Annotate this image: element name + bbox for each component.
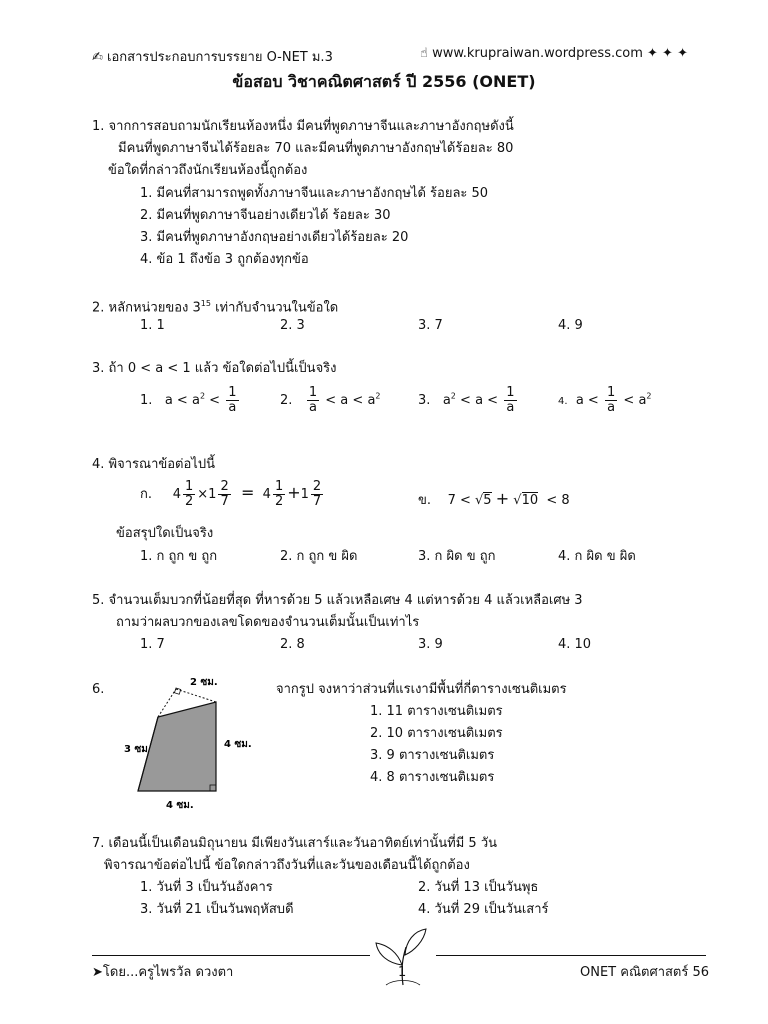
q1-choice-3: 3. มีคนที่พูดภาษาอังกฤษอย่างเดียวได้ร้อยละ 20 bbox=[140, 230, 409, 245]
q4-statement-kha: ข. 7 < √5 + √10 < 8 bbox=[418, 489, 570, 508]
pencil-icon: ✍ bbox=[92, 50, 103, 65]
q5-choice-4: 4. 10 bbox=[558, 637, 592, 652]
sqrt-icon: √ bbox=[513, 493, 522, 508]
q2-choice-4: 4. 9 bbox=[558, 318, 583, 333]
q1-line1: 1. จากการสอบถามนักเรียนห้องหนึ่ง มีคนที่พูดภาษาจีนและภาษาอังกฤษดังนี้ bbox=[92, 119, 514, 134]
q3-choice-4: 4. a < $\frac{1}{a}$ < $a^2$ bbox=[558, 385, 652, 415]
q4-statement-ka: ก. 4 $\frac{1}{2}$ ×1 $\frac{2}{7}$ = 4 $\frac{1}{2}$ +1 $\frac{2}{7}$ bbox=[140, 479, 322, 509]
q5-line2: ถามว่าผลบวกของเลขโดดของจำนวนเต็มนั้นเป็นเท่าไร bbox=[116, 615, 420, 630]
q6-number: 6. bbox=[92, 682, 105, 697]
q1-line2: มีคนที่พูดภาษาจีนได้ร้อยละ 70 และมีคนที่พูดภาษาอังกฤษได้ร้อยละ 80 bbox=[118, 141, 514, 156]
q4-choice-2: 2. ก ถูก ข ผิด bbox=[280, 549, 358, 564]
q6-label-top: 2 ซม. bbox=[190, 677, 218, 688]
header-left: ✍ เอกสารประกอบการบรรยาย O-NET ม.3 bbox=[92, 50, 333, 65]
q7-choice-1: 1. วันที่ 3 เป็นวันอังคาร bbox=[140, 880, 273, 895]
q5-line1: 5. จำนวนเต็มบวกที่น้อยที่สุด ที่หารด้วย 5 แล้วเหลือเศษ 4 แต่หารด้วย 4 แล้วเหลือเศษ 3 bbox=[92, 593, 583, 608]
q6-choice-3: 3. 9 ตารางเซนติเมตร bbox=[370, 748, 495, 763]
q2-stem: 2. หลักหน่วยของ $3^{15}$ เท่ากับจำนวนในข้อใด bbox=[92, 299, 339, 316]
q6-label-bottom: 4 ซม. bbox=[166, 800, 194, 811]
q4-stem: 4. พิจารณาข้อต่อไปนี้ bbox=[92, 457, 215, 472]
q6-label-left: 3 ซม bbox=[124, 744, 148, 755]
q6-right-angle-mark bbox=[174, 688, 180, 694]
q1-choice-2: 2. มีคนที่พูดภาษาจีนอย่างเดียวได้ ร้อยละ 30 bbox=[140, 208, 391, 223]
q5-choice-2: 2. 8 bbox=[280, 637, 305, 652]
q5-choice-1: 1. 7 bbox=[140, 637, 165, 652]
q2-choice-1: 1. 1 bbox=[140, 318, 165, 333]
header-right: ☝ www.krupraiwan.wordpress.com ✦ ✦ ✦ bbox=[420, 46, 688, 61]
q6-dashed-edge bbox=[176, 689, 216, 702]
q6-label-right: 4 ซม. bbox=[224, 739, 252, 750]
q6-choice-4: 4. 8 ตารางเซนติเมตร bbox=[370, 770, 495, 785]
q3-choice-2: 2. $\frac{1}{a}$ < $a < a^2$ bbox=[280, 385, 381, 415]
page-number: 1 bbox=[398, 965, 407, 980]
q7-choice-3: 3. วันที่ 21 เป็นวันพฤหัสบดี bbox=[140, 902, 294, 917]
footer-rule-right bbox=[436, 955, 706, 956]
q4-conclusion: ข้อสรุปใดเป็นจริง bbox=[116, 526, 214, 541]
q6-figure bbox=[110, 672, 280, 812]
q1-choice-4: 4. ข้อ 1 ถึงข้อ 3 ถูกต้องทุกข้อ bbox=[140, 252, 309, 267]
q3-choice-1: 1. $a < a^2$ < $\frac{1}{a}$ bbox=[140, 385, 237, 415]
footer-author: ➤โดย...ครูไพรวัล ดวงตา bbox=[92, 965, 234, 980]
q2-choice-2: 2. 3 bbox=[280, 318, 305, 333]
footer-rule-left bbox=[92, 955, 370, 956]
sparkle-icon: ✦ ✦ ✦ bbox=[647, 46, 688, 61]
q4-choice-4: 4. ก ผิด ข ผิด bbox=[558, 549, 636, 564]
q1-choice-1: 1. มีคนที่สามารถพูดทั้งภาษาจีนและภาษาอังกฤษได้ ร้อยละ 50 bbox=[140, 186, 489, 201]
q6-choice-2: 2. 10 ตารางเซนติเมตร bbox=[370, 726, 503, 741]
q6-choice-1: 1. 11 ตารางเซนติเมตร bbox=[370, 704, 503, 719]
q2-choice-3: 3. 7 bbox=[418, 318, 443, 333]
page-title: ข้อสอบ วิชาคณิตศาสตร์ ปี 2556 (ONET) bbox=[232, 72, 536, 91]
hand-pointer-icon: ☝ bbox=[420, 46, 428, 61]
q7-choice-2: 2. วันที่ 13 เป็นวันพุธ bbox=[418, 880, 539, 895]
q5-choice-3: 3. 9 bbox=[418, 637, 443, 652]
q4-choice-3: 3. ก ผิด ข ถูก bbox=[418, 549, 496, 564]
arrow-right-icon: ➤ bbox=[92, 965, 103, 980]
q3-stem: 3. ถ้า 0 < a < 1 แล้ว ข้อใดต่อไปนี้เป็นจริง bbox=[92, 361, 337, 376]
q4-choice-1: 1. ก ถูก ข ถูก bbox=[140, 549, 218, 564]
q7-line2: พิจารณาข้อต่อไปนี้ ข้อใดกล่าวถึงวันที่และวันของเดือนนี้ได้ถูกต้อง bbox=[104, 858, 470, 873]
footer-subject: ONET คณิตศาสตร์ 56 bbox=[580, 965, 710, 980]
q7-line1: 7. เดือนนี้เป็นเดือนมิถุนายน มีเพียงวันเสาร์และวันอาทิตย์เท่านั้นที่มี 5 วัน bbox=[92, 836, 498, 851]
q1-line3: ข้อใดที่กล่าวถึงนักเรียนห้องนี้ถูกต้อง bbox=[108, 163, 308, 178]
sqrt-icon: √ bbox=[475, 493, 484, 508]
q6-stem: จากรูป จงหาว่าส่วนที่แรเงามีพื้นที่กี่ตารางเซนติเมตร bbox=[276, 682, 567, 697]
q3-choice-3: 3. $a^2 < a$ < $\frac{1}{a}$ bbox=[418, 385, 515, 415]
q7-choice-4: 4. วันที่ 29 เป็นวันเสาร์ bbox=[418, 902, 549, 917]
